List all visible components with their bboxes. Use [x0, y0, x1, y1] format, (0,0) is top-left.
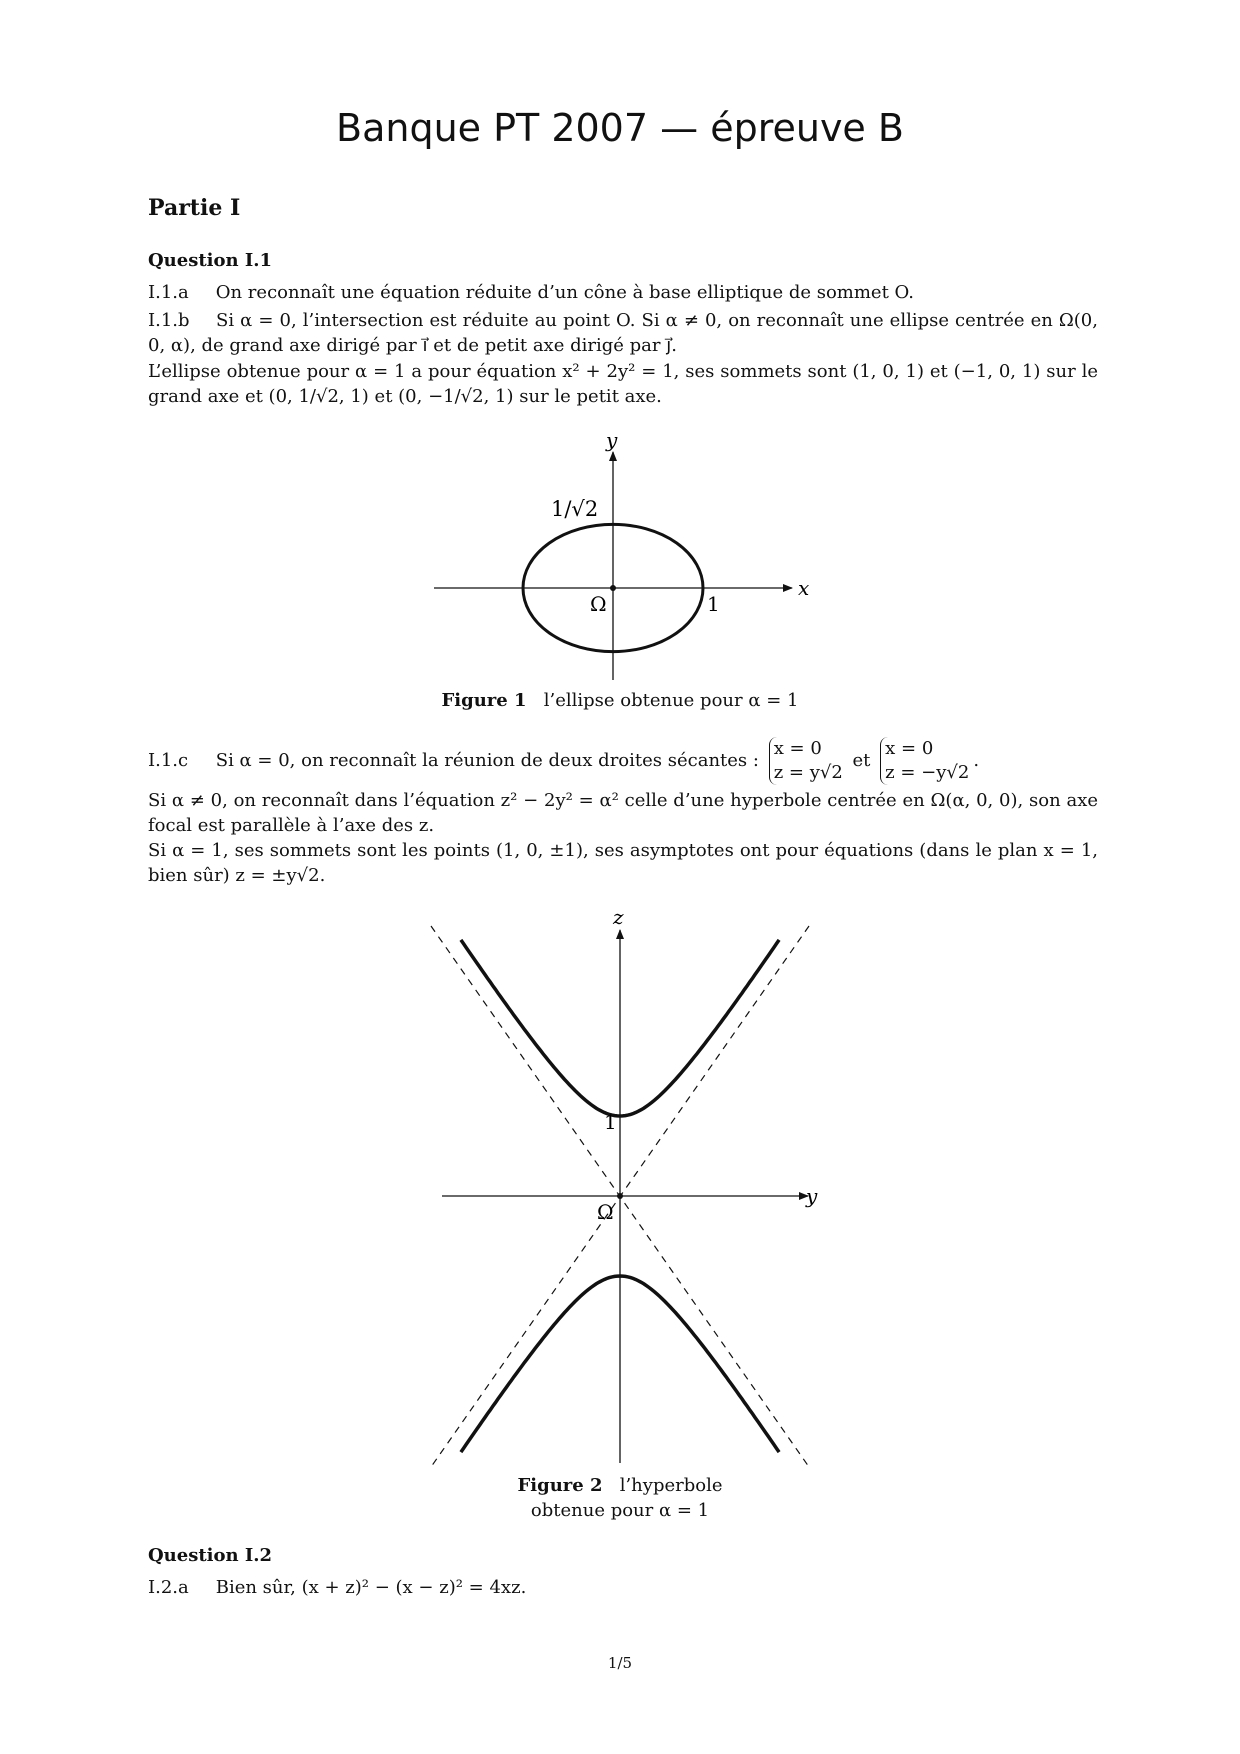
vertex-label: 1: [604, 1110, 617, 1134]
caption-label: Figure 1: [441, 690, 527, 711]
item-text: On reconnaît une équation réduite d’un cône à base elliptique de sommet O.: [215, 282, 914, 303]
paragraph-1b-continued: L’ellipse obtenue pour α = 1 a pour équation x² + 2y² = 1, ses sommets sont (1, 0, 1) et (−1, 0, 1) sur le grand axe et (0, 1/√2, 1) et (0, −1/√2, 1) sur le petit axe.: [148, 361, 1098, 407]
system-line: z = −y√2: [885, 762, 970, 783]
equation-system-2: [880, 737, 969, 785]
center-point: [610, 585, 616, 591]
document-title: Banque PT 2007 — épreuve B: [336, 106, 904, 150]
paragraph-1b: [148, 308, 1098, 358]
page-number: 1/5: [607, 1654, 633, 1672]
item-number: I.1.a: [148, 282, 189, 303]
item-text: Si α = 0, on reconnaît la réunion de deux droites sécantes :: [215, 750, 759, 771]
paragraph-1c-asymptotes: Si α = 1, ses sommets sont les points (1, 0, ±1), ses asymptotes ont pour équations (dans le plan x = 1, bien sûr) z = ±y√2.: [148, 840, 1098, 886]
equation-system-1: [769, 737, 843, 785]
y-axis-label: y: [806, 1184, 818, 1208]
paragraph-1c-continued: Si α ≠ 0, on reconnaît dans l’équation z² − 2y² = α² celle d’une hyperbole centrée en Ω(α, 0, 0), son axe focal est parallèle à l’axe des z.: [148, 790, 1098, 836]
item-number: I.2.a: [148, 1577, 189, 1598]
paragraph-1a: [148, 280, 1098, 305]
question-heading-1: Question I.1: [148, 250, 273, 271]
paragraph-1c: [148, 737, 1098, 785]
caption-text: l’ellipse obtenue pour α = 1: [543, 690, 799, 711]
caption-text: obtenue pour α = 1: [530, 1500, 710, 1521]
system-connector: et: [852, 750, 871, 771]
paragraph-2a: [148, 1575, 1098, 1600]
system-line: x = 0: [885, 738, 934, 759]
center-point: [617, 1193, 623, 1199]
center-label: Ω: [597, 1200, 614, 1224]
system-line: z = y√2: [773, 762, 843, 783]
item-number: I.1.c: [148, 750, 189, 771]
system-end: .: [973, 750, 980, 771]
z-axis-label: z: [613, 905, 624, 929]
center-label: Ω: [590, 592, 607, 616]
figure-1-ellipse: [0, 425, 1240, 685]
minor-axis-label: 1/√2: [551, 497, 599, 521]
section-heading: Partie I: [148, 195, 241, 221]
x-axis-label: x: [798, 576, 810, 600]
system-line: x = 0: [773, 738, 822, 759]
question-heading-2: Question I.2: [148, 1545, 273, 1566]
major-axis-label: 1: [707, 592, 720, 616]
item-number: I.1.b: [148, 310, 190, 331]
item-text: Bien sûr, (x + z)² − (x − z)² = 4xz.: [215, 1577, 527, 1598]
item-text: Si α = 0, l’intersection est réduite au point O. Si α ≠ 0, on reconnaît une ellipse centrée en Ω(0, 0, α), de grand axe dirigé par ı⃗ et de petit axe dirigé par ȷ⃗.: [148, 310, 1098, 356]
figure-2-hyperbola: [0, 900, 1240, 1470]
caption-label: Figure 2: [517, 1475, 603, 1496]
y-axis-label: y: [606, 428, 618, 452]
figure-2-caption: [500, 1473, 740, 1523]
caption-text: l’hyperbole: [619, 1475, 723, 1496]
figure-1-caption: [0, 688, 1240, 713]
